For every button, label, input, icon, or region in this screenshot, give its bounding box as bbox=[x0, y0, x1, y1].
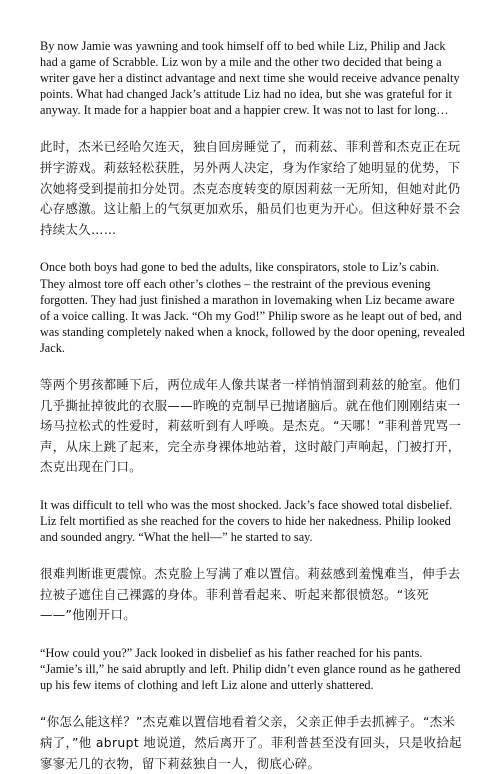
paragraph-zh-3: 很难判断谁更震惊。杰克脸上写满了难以置信。莉兹感到羞愧难当，伸手去拉被子遮住自己裸露的身体。菲利普看起来、听起来都很愤怒。“该死——”他刚开口。 bbox=[40, 566, 461, 623]
paragraph-zh-1: 此时，杰米已经哈欠连天，独自回房睡觉了，而莉兹、菲利普和杰克正在玩拼字游戏。莉兹轻松获胜，另外两人决定，身为作家给了她明显的优势，下次她将受到提前扣分处罚。杰克态度转变的原因莉兹一无所知，但她对此仍心存感激。这让船上的气氛更加欢乐，船员们也更为开心。但这种好景不会持续太久…… bbox=[40, 139, 461, 237]
paragraph-zh-4: “你怎么能这样？”杰克难以置信地看着父亲，父亲正伸手去抓裤子。“杰米病了，”他 abrupt 地说道，然后离开了。菲利普甚至没有回头，只是收拾起寥寥无几的衣物，留下莉兹独自一人，彻底心碎。 bbox=[40, 714, 462, 771]
paragraph-en-1: By now Jamie was yawning and took himself off to bed while Liz, Philip and Jack had a game of Scrabble. Liz won by a mile and the other two decided that being a writer gave her a distinct advantage and next time she would receive advance penalty points. What had changed Jack’s attitude Liz had no idea, but she was grateful for it anyway. It made for a happier boat and a happier crew. It was not to last for long… bbox=[40, 39, 460, 118]
paragraph-zh-2: 等两个男孩都睡下后，两位成年人像共谋者一样悄悄溜到莉兹的舱室。他们几乎撕扯掉彼此的衣服——昨晚的克制早已抛诸脑后。就在他们刚刚结束一场马拉松式的性爱时，莉兹听到有人呼唤。是杰克。“天哪！”菲利普咒骂一声，从床上跳了起来，完全赤身裸体地站着，这时敲门声响起，门被打开，杰克出现在门口。 bbox=[40, 377, 462, 475]
paragraph-en-4: “How could you?” Jack looked in disbelief as his father reached for his pants. “Jamie’s ill,” he said abruptly and left. Philip didn’t even glance round as he gathered up his few items of clothing and left Liz alone and utterly shattered. bbox=[40, 646, 461, 693]
paragraph-en-2: Once both boys had gone to bed the adults, like conspirators, stole to Liz’s cabin. They almost tore off each other’s clothes – the restraint of the previous evening forgotten. They had just finished a marathon in lovemaking when Liz became aware of a voice calling. It was Jack. “Oh my God!” Philip swore as he leapt out of bed, and was standing completely naked when a knock, followed by the door opening, revealed Jack. bbox=[40, 260, 465, 355]
paragraph-en-3: It was difficult to tell who was the most shocked. Jack’s face showed total disbelief. Liz felt mortified as she reached for the covers to hide her nakedness. Philip looked and sounded angry. “What the hell—” he started to say. bbox=[40, 497, 453, 545]
